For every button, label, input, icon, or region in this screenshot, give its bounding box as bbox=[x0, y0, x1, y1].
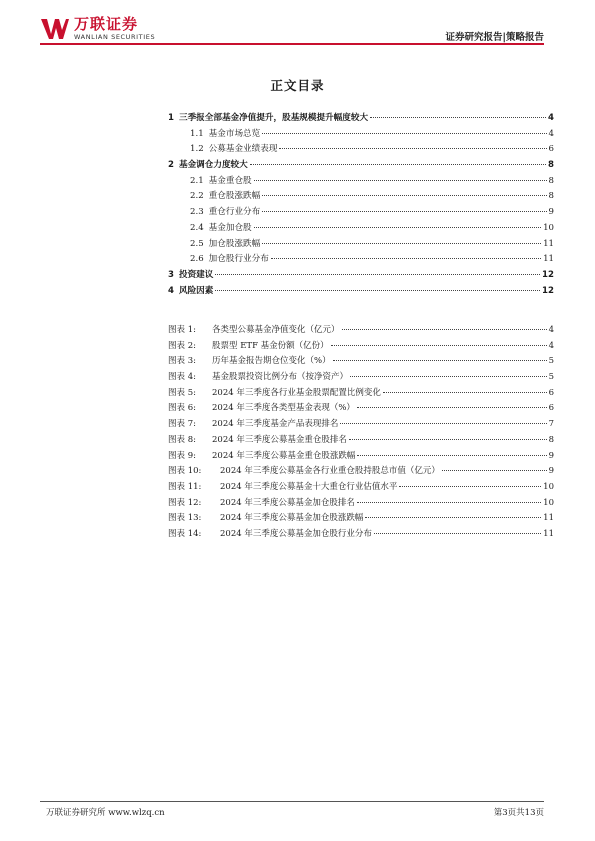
logo-chinese-name: 万联证券 bbox=[74, 15, 139, 33]
toc-entry-number: 2.4 bbox=[190, 222, 204, 233]
figure-entry[interactable] bbox=[168, 511, 554, 527]
toc-entry-page: 11 bbox=[543, 238, 554, 249]
toc-entry[interactable] bbox=[168, 174, 554, 190]
toc-entry-number: 1.1 bbox=[190, 128, 204, 139]
dot-leader bbox=[370, 117, 546, 118]
toc-entry[interactable] bbox=[168, 189, 554, 205]
toc-entry-number: 1 bbox=[168, 113, 174, 123]
figure-page: 7 bbox=[548, 419, 554, 430]
footer-divider bbox=[40, 801, 544, 802]
figure-entry[interactable] bbox=[168, 480, 554, 496]
toc-title: 正文目录 bbox=[270, 78, 325, 93]
figure-entry[interactable] bbox=[168, 354, 554, 370]
dot-leader bbox=[350, 376, 547, 377]
figure-label: 图表 5: bbox=[168, 387, 196, 398]
toc-entry-number: 1.2 bbox=[190, 144, 204, 155]
table-of-contents bbox=[168, 111, 554, 299]
figure-page: 8 bbox=[548, 434, 554, 445]
dot-leader bbox=[365, 517, 541, 518]
figure-title: 历年基金报告期仓位变化（%） bbox=[212, 356, 331, 367]
figure-title: 2024 年三季度各行业基金股票配置比例变化 bbox=[212, 387, 381, 398]
dot-leader bbox=[442, 470, 547, 471]
figure-title: 2024 年三季度公募基金重仓股涨跌幅 bbox=[212, 450, 356, 461]
toc-entry-text: 风险因素 bbox=[178, 285, 214, 296]
toc-entry-text: 加仓股行业分布 bbox=[208, 254, 269, 265]
figure-title: 2024 年三季度各类型基金表现（%） bbox=[212, 403, 355, 414]
toc-entry-text: 重仓行业分布 bbox=[208, 207, 261, 218]
figure-page: 4 bbox=[548, 340, 554, 351]
toc-entry-number: 2.5 bbox=[190, 238, 204, 249]
figure-entry[interactable] bbox=[168, 401, 554, 417]
dot-leader bbox=[262, 211, 546, 212]
dot-leader bbox=[383, 392, 547, 393]
toc-entry-page: 4 bbox=[548, 128, 554, 139]
toc-entry[interactable] bbox=[168, 111, 554, 127]
figure-entry[interactable] bbox=[168, 464, 554, 480]
figure-label: 图表 8: bbox=[168, 434, 196, 445]
figure-page: 4 bbox=[548, 325, 554, 335]
figure-label: 图表 10: bbox=[168, 466, 202, 477]
dot-leader bbox=[357, 407, 547, 408]
dot-leader bbox=[254, 227, 541, 228]
figure-page: 6 bbox=[548, 387, 554, 398]
toc-entry-text: 投资建议 bbox=[178, 269, 214, 280]
figure-page: 5 bbox=[548, 356, 554, 367]
page-number: 第3页共13页 bbox=[493, 808, 544, 818]
dot-leader bbox=[357, 455, 546, 456]
figure-label: 图表 12: bbox=[168, 497, 202, 508]
dot-leader bbox=[254, 180, 547, 181]
figure-label: 图表 3: bbox=[168, 356, 196, 367]
toc-entry[interactable] bbox=[168, 284, 554, 300]
figure-title: 2024 年三季度公募基金重仓股排名 bbox=[212, 434, 347, 445]
toc-entry-text: 基金市场总览 bbox=[208, 128, 261, 139]
figure-page: 6 bbox=[548, 403, 554, 414]
dot-leader bbox=[331, 345, 547, 346]
figure-entry[interactable] bbox=[168, 417, 554, 433]
dot-leader bbox=[333, 360, 547, 361]
toc-entry-text: 基金重仓股 bbox=[208, 175, 252, 186]
figure-page: 10 bbox=[543, 481, 554, 492]
figure-entry[interactable] bbox=[168, 339, 554, 355]
toc-entry-text: 重仓股涨跌幅 bbox=[208, 191, 261, 202]
figure-label: 图表 13: bbox=[168, 513, 202, 524]
toc-entry-number: 2.2 bbox=[190, 191, 204, 202]
report-type: 证券研究报告|策略报告 bbox=[445, 32, 544, 43]
dot-leader bbox=[374, 533, 541, 534]
figure-page: 9 bbox=[548, 450, 554, 461]
dot-leader bbox=[279, 148, 546, 149]
toc-entry-number: 2 bbox=[168, 160, 174, 171]
figure-entry[interactable] bbox=[168, 386, 554, 402]
dot-leader bbox=[262, 195, 546, 196]
figure-label: 图表 1: bbox=[168, 325, 196, 335]
dot-leader bbox=[250, 164, 546, 165]
toc-entry-text: 加仓股涨跌幅 bbox=[208, 238, 261, 249]
dot-leader bbox=[342, 329, 547, 330]
toc-entry[interactable] bbox=[168, 221, 554, 237]
toc-entry[interactable] bbox=[168, 158, 554, 174]
toc-entry-text: 三季报全部基金净值提升，股基规模提升幅度较大 bbox=[178, 113, 369, 123]
figure-label: 图表 6: bbox=[168, 403, 196, 414]
toc-entry-page: 8 bbox=[548, 160, 554, 171]
toc-entry-page: 4 bbox=[548, 113, 554, 123]
dot-leader bbox=[357, 502, 541, 503]
dot-leader bbox=[215, 290, 540, 291]
figure-label: 图表 7: bbox=[168, 419, 196, 430]
list-of-figures bbox=[168, 323, 554, 543]
toc-entry-text: 基金加仓股 bbox=[208, 222, 252, 233]
dot-leader bbox=[271, 258, 541, 259]
toc-entry-page: 11 bbox=[543, 254, 554, 265]
figure-page: 11 bbox=[543, 528, 554, 539]
dot-leader bbox=[399, 486, 541, 487]
figure-page: 5 bbox=[548, 372, 554, 383]
figure-page: 11 bbox=[543, 513, 554, 524]
toc-entry[interactable] bbox=[168, 237, 554, 253]
figure-entry[interactable] bbox=[168, 527, 554, 543]
toc-entry-page: 12 bbox=[542, 285, 554, 296]
toc-entry-number: 2.1 bbox=[190, 175, 204, 186]
company-logo bbox=[40, 16, 155, 42]
toc-entry[interactable] bbox=[168, 142, 554, 158]
dot-leader bbox=[349, 439, 547, 440]
header-divider bbox=[40, 43, 544, 45]
wanlian-logo-icon bbox=[40, 16, 70, 42]
toc-entry-page: 10 bbox=[543, 222, 554, 233]
toc-entry[interactable] bbox=[168, 127, 554, 143]
figure-label: 图表 2: bbox=[168, 340, 196, 351]
toc-entry-page: 12 bbox=[542, 269, 554, 280]
toc-entry-page: 9 bbox=[548, 207, 554, 218]
figure-title: 2024 年三季度基金产品表现排名 bbox=[212, 419, 339, 430]
toc-entry[interactable] bbox=[168, 252, 554, 268]
figure-entry[interactable] bbox=[168, 323, 554, 339]
figure-label: 图表 4: bbox=[168, 372, 196, 383]
figure-title: 2024 年三季度公募基金加仓股行业分布 bbox=[220, 528, 372, 539]
figure-label: 图表 9: bbox=[168, 450, 196, 461]
figure-title: 2024 年三季度公募基金各行业重仓股持股总市值（亿元） bbox=[220, 466, 440, 477]
figure-title: 各类型公募基金净值变化（亿元） bbox=[212, 325, 340, 335]
figure-title: 基金股票投资比例分布（按净资产） bbox=[212, 372, 349, 383]
toc-entry-page: 8 bbox=[548, 175, 554, 186]
figure-entry[interactable] bbox=[168, 449, 554, 465]
figure-entry[interactable] bbox=[168, 496, 554, 512]
figure-page: 10 bbox=[543, 497, 554, 508]
figure-title: 2024 年三季度公募基金十大重仓行业估值水平 bbox=[220, 481, 398, 492]
figure-title: 股票型 ETF 基金份额（亿份） bbox=[212, 340, 329, 351]
toc-entry-page: 8 bbox=[548, 191, 554, 202]
toc-entry-text: 公募基金业绩表现 bbox=[208, 144, 278, 155]
figure-label: 图表 11: bbox=[168, 481, 202, 492]
toc-entry-number: 4 bbox=[168, 285, 174, 296]
figure-entry[interactable] bbox=[168, 433, 554, 449]
dot-leader bbox=[262, 133, 546, 134]
dot-leader bbox=[215, 274, 540, 275]
dot-leader bbox=[340, 423, 546, 424]
figure-label: 图表 14: bbox=[168, 528, 202, 539]
figure-page: 9 bbox=[548, 466, 554, 477]
figure-title: 2024 年三季度公募基金加仓股排名 bbox=[220, 497, 355, 508]
dot-leader bbox=[262, 243, 541, 244]
toc-entry[interactable] bbox=[168, 205, 554, 221]
toc-entry-number: 2.6 bbox=[190, 254, 204, 265]
toc-entry-page: 6 bbox=[548, 144, 554, 155]
figure-entry[interactable] bbox=[168, 370, 554, 386]
figure-title: 2024 年三季度公募基金加仓股涨跌幅 bbox=[220, 513, 364, 524]
footer-source: 万联证券研究所 www.wlzq.cn bbox=[46, 808, 165, 818]
toc-entry[interactable] bbox=[168, 268, 554, 284]
toc-entry-text: 基金调仓力度较大 bbox=[178, 160, 248, 171]
toc-entry-number: 2.3 bbox=[190, 207, 204, 218]
logo-english-name: WANLIAN SECURITIES bbox=[74, 33, 156, 41]
toc-entry-number: 3 bbox=[168, 269, 174, 280]
